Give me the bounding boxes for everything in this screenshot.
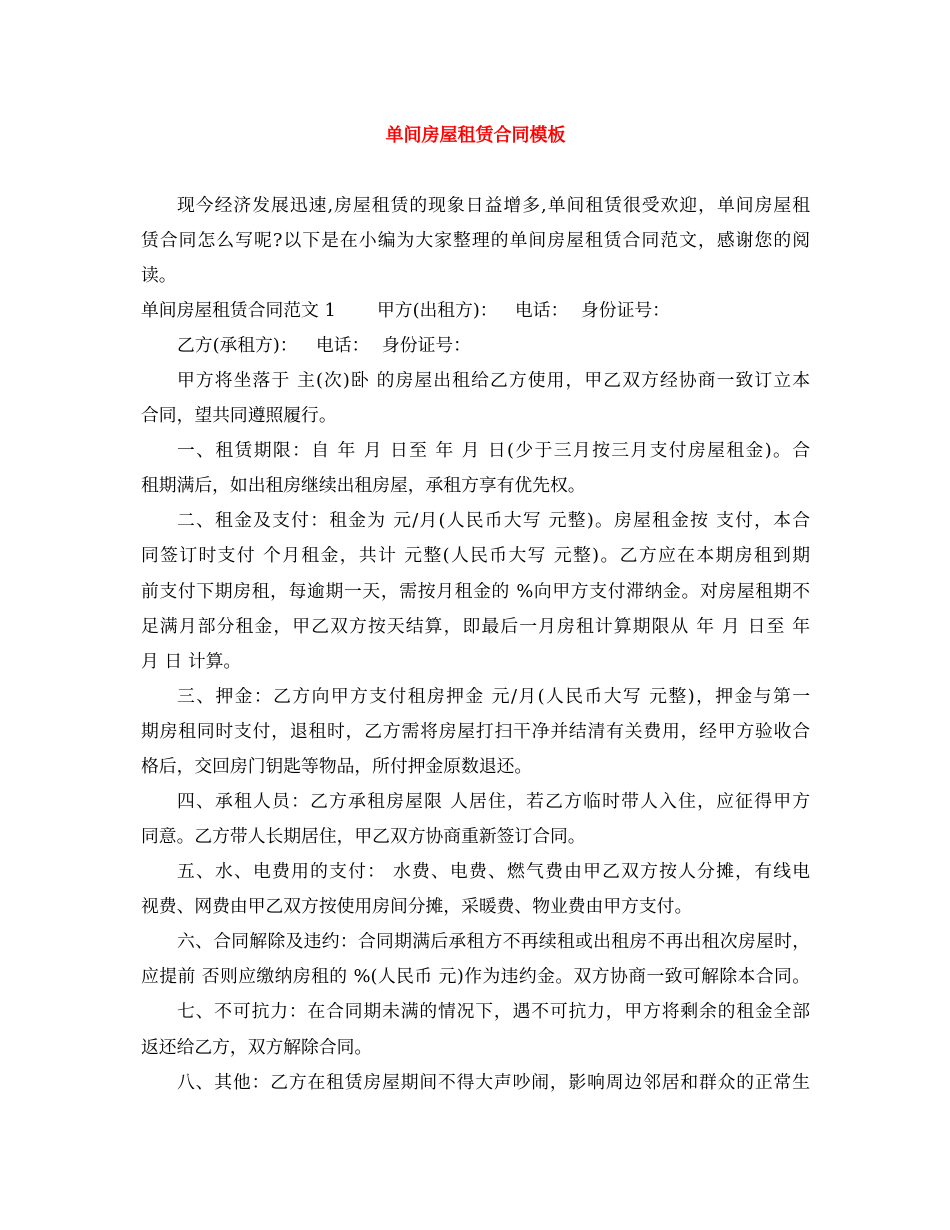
clause-line: 月 日 计算。 — [141, 650, 242, 672]
sample-heading: 单间房屋租赁合同范文 1 — [141, 299, 336, 321]
title-spacer — [141, 153, 810, 188]
document-body — [141, 118, 810, 1100]
clause-line: 应提前 否则应缴纳房租的 %(人民币 元)作为违约金。双方协商一致可解除本合同。 — [141, 966, 810, 988]
document-title: 单间房屋租赁合同模板 — [385, 124, 566, 146]
paragraph-line: 合同，望共同遵照履行。 — [141, 405, 337, 427]
clause-line: 三、押金：乙方向甲方支付租房押金 元/月(人民币大写 元整)，押金与第一 — [177, 685, 810, 707]
clause-other — [141, 1065, 810, 1100]
clause-line: 一、租赁期限：自 年 月 日至 年 月 日(少于三月按三月支付房屋租金)。合 — [177, 440, 810, 462]
clause-line: 二、租金及支付：租金为 元/月(人民币大写 元整)。房屋租金按 支付，本合 — [177, 510, 810, 532]
paragraph-line: 读。 — [141, 264, 177, 286]
clause-line: 足满月部分租金，甲乙双方按天结算，即最后一月房租计算期限从 年 月 日至 年 — [141, 615, 810, 637]
paragraph-line: 甲方将坐落于 主(次)卧 的房屋出租给乙方使用，甲乙双方经协商一致订立本 — [177, 370, 810, 392]
party-b-label: 乙方(承租方)： — [177, 334, 298, 356]
party-b-id-label: 身份证号： — [382, 334, 471, 356]
clause-utilities — [141, 854, 810, 924]
paragraph-line: 现今经济发展迅速,房屋租赁的现象日益增多,单间租赁很受欢迎，单间房屋租 — [177, 194, 810, 216]
clause-occupants — [141, 784, 810, 854]
party-a-label: 甲方(出租方)： — [377, 299, 498, 321]
clause-line: 视费、网费由甲乙双方按使用房间分摊，采暖费、物业费由甲方支付。 — [141, 896, 693, 918]
clause-line: 四、承租人员：乙方承租房屋限 人居住，若乙方临时带人入住，应征得甲方 — [177, 790, 810, 812]
clause-line: 租期满后，如出租房继续出租房屋，承租方享有优先权。 — [141, 475, 586, 497]
clause-line: 同签订时支付 个月租金，共计 元整(人民币大写 元整)。乙方应在本期房租到期 — [141, 545, 810, 567]
clause-line: 返还给乙方，双方解除合同。 — [141, 1036, 373, 1058]
intro-paragraph — [141, 188, 810, 293]
clause-line: 期房租同时支付，退租时，乙方需将房屋打扫干净并结清有关费用，经甲方验收合 — [141, 720, 810, 742]
party-b-line — [141, 328, 810, 363]
clause-line: 六、合同解除及违约：合同期满后承租方不再续租或出租房不再出租次房屋时， — [177, 931, 810, 953]
clause-line: 格后，交回房门钥匙等物品，所付押金原数退还。 — [141, 755, 533, 777]
clause-deposit — [141, 679, 810, 784]
clause-rent-payment — [141, 503, 810, 678]
clause-force-majeure — [141, 994, 810, 1064]
sample-heading-line — [141, 293, 810, 328]
party-b-phone-label: 电话： — [316, 334, 370, 356]
clause-line: 前支付下期房租，每逾期一天，需按月租金的 %向甲方支付滞纳金。对房屋租期不 — [141, 580, 810, 602]
party-a-phone-label: 电话： — [515, 299, 569, 321]
paragraph-line: 赁合同怎么写呢?以下是在小编为大家整理的单间房屋租赁合同范文，感谢您的阅 — [141, 229, 810, 251]
clause-line: 同意。乙方带人长期居住，甲乙双方协商重新签订合同。 — [141, 826, 586, 848]
party-a-id-label: 身份证号： — [581, 299, 670, 321]
clause-line: 七、不可抗力：在合同期未满的情况下，遇不可抗力，甲方将剩余的租金全部 — [177, 1001, 810, 1023]
clause-termination — [141, 924, 810, 994]
clause-line: 八、其他：乙方在租赁房屋期间不得大声吵闹，影响周边邻居和群众的正常生 — [177, 1071, 810, 1093]
premises-paragraph — [141, 363, 810, 433]
clause-lease-term — [141, 433, 810, 503]
clause-line: 五、水、电费用的支付： 水费、电费、燃气费由甲乙双方按人分摊，有线电 — [177, 861, 810, 883]
